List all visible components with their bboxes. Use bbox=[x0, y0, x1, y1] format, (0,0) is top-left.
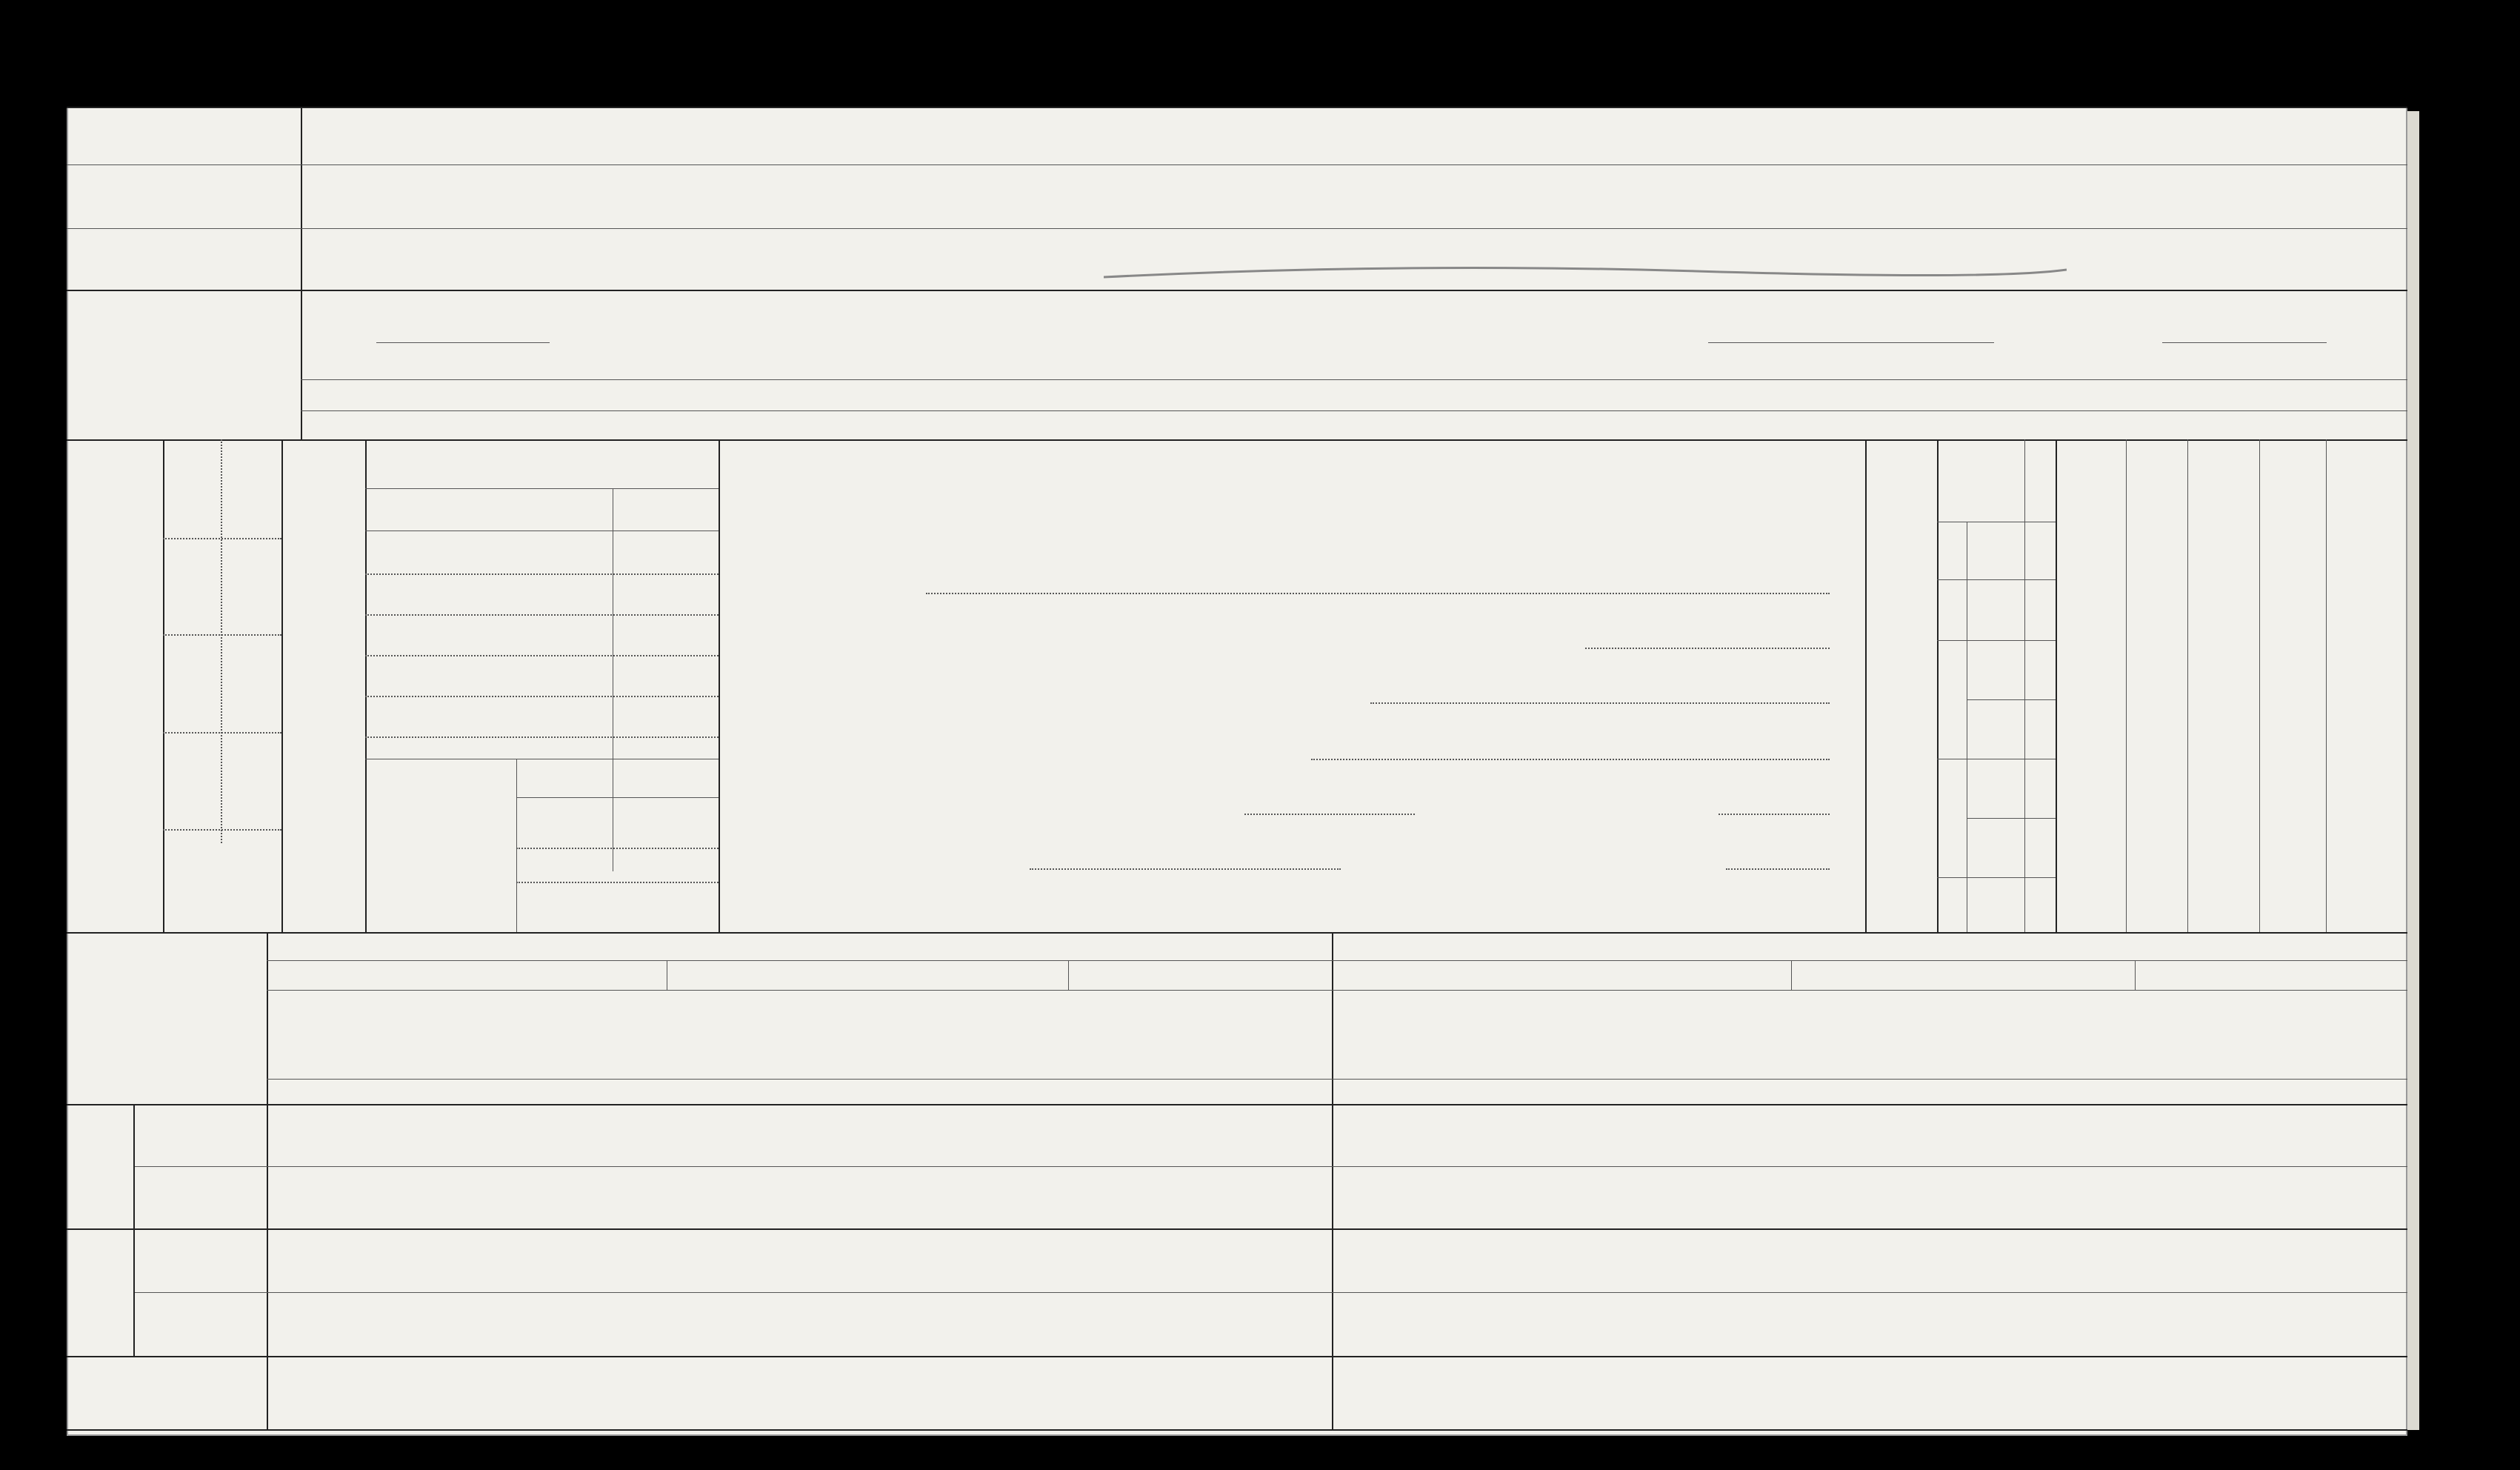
zhenshchiny-label bbox=[1939, 640, 1967, 759]
pencil-stroke bbox=[1104, 262, 2067, 285]
arenda-pashni bbox=[268, 962, 667, 990]
itogo-dush-label bbox=[1968, 523, 2023, 579]
korney-header bbox=[615, 760, 717, 796]
zhenshchiny-vsego-label bbox=[1968, 640, 2023, 699]
trade-header bbox=[367, 442, 718, 486]
row-itogo bbox=[111, 1357, 259, 1429]
row-v-chuzhikh bbox=[135, 1168, 265, 1228]
muzhchiny-vsego-label bbox=[1968, 759, 2023, 818]
workers-caption bbox=[284, 439, 365, 932]
zhenshchiny-v-tom-label bbox=[1968, 581, 2023, 640]
page-edge bbox=[2407, 111, 2419, 1430]
census-form-sheet bbox=[67, 107, 2407, 1436]
row-v-svoem bbox=[135, 1105, 265, 1166]
nadelnykh-label bbox=[68, 1104, 133, 1228]
trade-qty-header bbox=[615, 490, 717, 528]
sdacha-pashni bbox=[1333, 962, 1791, 990]
population-caption bbox=[1867, 439, 1937, 932]
row-u-chastnykh bbox=[135, 1230, 265, 1292]
pod-perelog-label bbox=[2162, 342, 2327, 380]
muzhchiny-label bbox=[1939, 759, 1967, 877]
arenda-estestv bbox=[668, 962, 1068, 990]
trade-name-header bbox=[367, 490, 611, 528]
ozimaya-pshenitsa-label bbox=[376, 342, 550, 380]
desyatin-header bbox=[518, 760, 611, 796]
row-u-uchrezhdeniy bbox=[135, 1294, 265, 1356]
muzhchiny-v-tom-label bbox=[1968, 699, 2023, 759]
sdacha-estestv bbox=[1793, 962, 2135, 990]
mnogoletnie-label bbox=[1708, 342, 1994, 380]
vne-nadelnykh-label bbox=[68, 1228, 133, 1356]
